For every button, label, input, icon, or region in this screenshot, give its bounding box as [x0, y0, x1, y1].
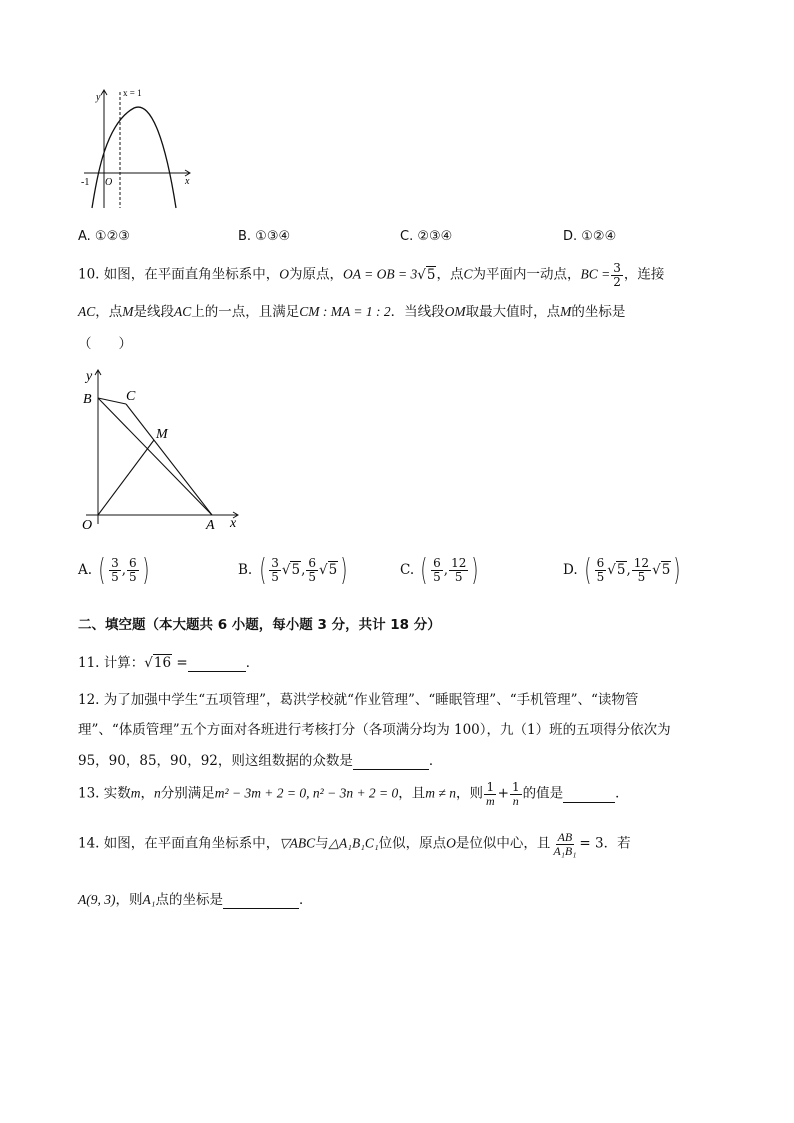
parabola-graph: [78, 84, 200, 214]
q10-line1: [78, 262, 664, 288]
fraction: [611, 262, 623, 288]
q10-text: ．当线段: [390, 304, 445, 320]
numerator: 3: [111, 556, 119, 571]
q10-text: ，点: [95, 304, 123, 320]
q13-text: 的值是: [522, 785, 564, 802]
q10-option-c: C. ( $\frac{6}{5}$ , $\frac{12}{5}$ ): [400, 553, 479, 588]
q10-var: M: [122, 304, 134, 319]
fraction: [510, 781, 522, 807]
plus-sign: +: [497, 785, 509, 802]
q9-option-b: B. ①③④: [238, 229, 291, 244]
q13-text: ，: [140, 785, 155, 802]
option-label: C.: [400, 562, 415, 578]
diagram-label-o: O: [82, 518, 93, 533]
q12-line1: [78, 688, 638, 708]
q10-option-b: B. ( $\frac{3}{5}$ √5, $\frac{6}{5}$ √5 ): [238, 553, 348, 588]
q10-text: 为平面内一动点，: [472, 266, 581, 283]
graph-label-minus-one: -1: [81, 177, 90, 188]
q12-line2: 理”、“体质管理”五个方面对各班进行考核打分（各项满分均为 100），九（1）班的五项得分依次为: [78, 722, 671, 738]
numerator: 1: [511, 780, 520, 794]
q10-var: AC: [78, 304, 96, 319]
numerator: 1: [486, 780, 495, 794]
answer-blank[interactable]: [188, 655, 246, 672]
diagram-label-x: x: [230, 516, 237, 531]
section-heading: 二、填空题（本大题共 6 小题，每小题 3 分，共计 18 分）: [78, 617, 441, 633]
sqrt-symbol: √5: [281, 562, 301, 578]
denominator: 5: [271, 570, 279, 584]
denominator: 5: [637, 570, 646, 584]
q14-number: 14.: [78, 835, 100, 852]
q10-text: 如图，在平面直角坐标系中，: [103, 266, 280, 283]
fraction: [632, 557, 651, 583]
q14-var: A₁: [142, 892, 156, 907]
q14-text: 点的坐标是: [155, 892, 223, 908]
denominator: 5: [454, 570, 463, 584]
q10-line2: [78, 300, 625, 320]
numerator: 3: [613, 261, 621, 275]
q14-text: ．若: [603, 835, 631, 852]
option-label: A.: [78, 562, 93, 578]
fraction: [269, 557, 281, 583]
numerator: 6: [129, 556, 137, 571]
q10-text: ，点: [436, 266, 464, 283]
q12-text: ．: [428, 753, 443, 769]
q13-equation: m² − 3m + 2 = 0, n² − 3n + 2 = 0: [214, 785, 399, 801]
q14-point: A(9, 3): [78, 892, 116, 907]
q10-var: OM: [444, 304, 466, 319]
fraction: [306, 557, 318, 583]
answer-blank[interactable]: [353, 753, 429, 770]
segment-ba: [98, 398, 212, 515]
radicand: 16: [153, 655, 172, 671]
q9-option-d: D. ①②④: [563, 229, 617, 244]
fraction: [595, 557, 607, 583]
numerator: 12: [633, 556, 650, 571]
q13: [78, 781, 629, 807]
graph-label-axis-line: x = 1: [123, 88, 142, 98]
q10-diagram: [76, 364, 248, 536]
q14-text: 与: [315, 835, 329, 852]
q10-text: 为原点，: [289, 266, 344, 283]
diagram-label-m: M: [156, 427, 168, 442]
q10-answer-paren: （ ）: [78, 336, 132, 352]
numerator: 6: [433, 556, 441, 571]
q12-text: 为了加强中学生“五项管理”，葛洪学校就“作业管理”、“睡眠管理”、“手机管理”、“读物管: [103, 692, 639, 708]
radicand: 5: [426, 266, 436, 283]
q13-text: 分别满足: [160, 785, 215, 802]
q11-text: ．: [245, 655, 260, 671]
q10-var: C: [463, 266, 473, 282]
q14-triangle: △A₁B₁C₁: [328, 835, 379, 851]
numerator: 3: [271, 556, 279, 571]
q9-option-c: C. ②③④: [400, 229, 453, 244]
parabola-curve: [92, 107, 176, 208]
q13-text: ，且: [398, 785, 426, 802]
q13-inequality: m ≠ n: [425, 785, 456, 801]
q10-option-d: D. ( $\frac{6}{5}$ √5, $\frac{12}{5}$ √5 ): [563, 553, 681, 588]
denominator: 5: [129, 570, 137, 584]
segment-om: [98, 440, 154, 515]
radicand: 5: [616, 562, 626, 578]
q10-bc: BC =: [580, 266, 611, 282]
q13-var: n: [154, 785, 161, 801]
q14-var: O: [446, 835, 456, 851]
answer-blank[interactable]: [563, 786, 615, 803]
q14-line1: [78, 831, 631, 857]
q10-ratio: CM : MA = 1 : 2: [299, 304, 391, 319]
q14-equals: = 3: [579, 835, 604, 852]
q14-line2: [78, 888, 312, 909]
option-label: B.: [238, 562, 253, 578]
q10-var: AC: [174, 304, 192, 319]
q10-text: 的坐标是: [571, 304, 626, 320]
q10-var: M: [560, 304, 572, 319]
numerator: 12: [451, 556, 467, 571]
q13-text: ．: [615, 785, 629, 802]
q10-text: 取最大值时，点: [465, 304, 561, 320]
q10-text: 是线段: [133, 304, 175, 320]
fraction: [127, 557, 139, 583]
diagram-label-y: y: [86, 369, 93, 384]
q13-text: 实数: [103, 785, 131, 802]
q14-triangle: ▽ABC: [279, 835, 316, 851]
diagram-label-a: A: [206, 518, 215, 533]
fraction: [484, 781, 497, 807]
denominator: A₁B₁: [553, 843, 577, 858]
q10-equation: OA = OB = 3: [343, 266, 418, 282]
denominator: 2: [613, 274, 621, 289]
graph-label-y: y: [96, 92, 101, 103]
q12-line3: [78, 749, 442, 770]
q14-text: 位似，原点: [378, 835, 447, 852]
q14-text: ，则: [115, 892, 143, 908]
numerator: 6: [596, 556, 605, 571]
q13-var: m: [130, 785, 141, 801]
sqrt-symbol: √5: [652, 562, 671, 578]
q12-text: 95，90，85，90，92，则这组数据的众数是: [78, 753, 353, 769]
q10-var: O: [279, 266, 290, 282]
denominator: 5: [433, 570, 441, 584]
numerator: AB: [557, 830, 573, 844]
sqrt-symbol: √5: [607, 562, 626, 578]
denominator: 5: [308, 570, 317, 584]
q11-text: =: [172, 655, 188, 671]
fraction: [431, 557, 443, 583]
fraction: [449, 557, 468, 583]
numerator: 6: [308, 556, 317, 571]
q11-number: 11.: [78, 655, 100, 671]
q12-number: 12.: [78, 692, 100, 708]
segment-bc: [98, 398, 126, 404]
denominator: n: [512, 793, 519, 808]
denominator: m: [485, 793, 495, 808]
radicand: 5: [291, 562, 301, 578]
q10-text: ，连接: [623, 266, 665, 283]
radicand: 5: [661, 562, 671, 578]
q14-text: 是位似中心，且: [455, 835, 551, 852]
q10-text: 上的一点，且满足: [191, 304, 300, 320]
fraction: [551, 831, 578, 857]
graph-label-x: x: [185, 176, 190, 187]
sqrt-symbol: √16: [144, 655, 172, 671]
q14-text: 如图，在平面直角坐标系中，: [103, 835, 280, 852]
option-label: D.: [563, 562, 578, 578]
diagram-label-b: B: [83, 392, 92, 407]
q10-number: 10.: [78, 266, 100, 283]
sqrt-symbol: √5: [417, 266, 436, 283]
answer-blank[interactable]: [223, 892, 299, 909]
q11: [78, 651, 259, 672]
graph-label-origin: O: [105, 177, 113, 188]
q10-option-a: A. ( $\frac{3}{5}$ , $\frac{6}{5}$ ): [78, 553, 150, 588]
denominator: 5: [111, 570, 119, 584]
q14-text: ．: [298, 892, 313, 908]
diagram-label-c: C: [126, 389, 136, 404]
radicand: 5: [328, 562, 338, 578]
denominator: 5: [596, 570, 605, 584]
fraction: [109, 557, 121, 583]
q13-text: ，则: [455, 785, 483, 802]
q11-text: 计算：: [103, 655, 145, 671]
sqrt-symbol: √5: [319, 562, 338, 578]
q13-number: 13.: [78, 785, 100, 802]
q9-option-a: A. ①②③: [78, 229, 130, 244]
